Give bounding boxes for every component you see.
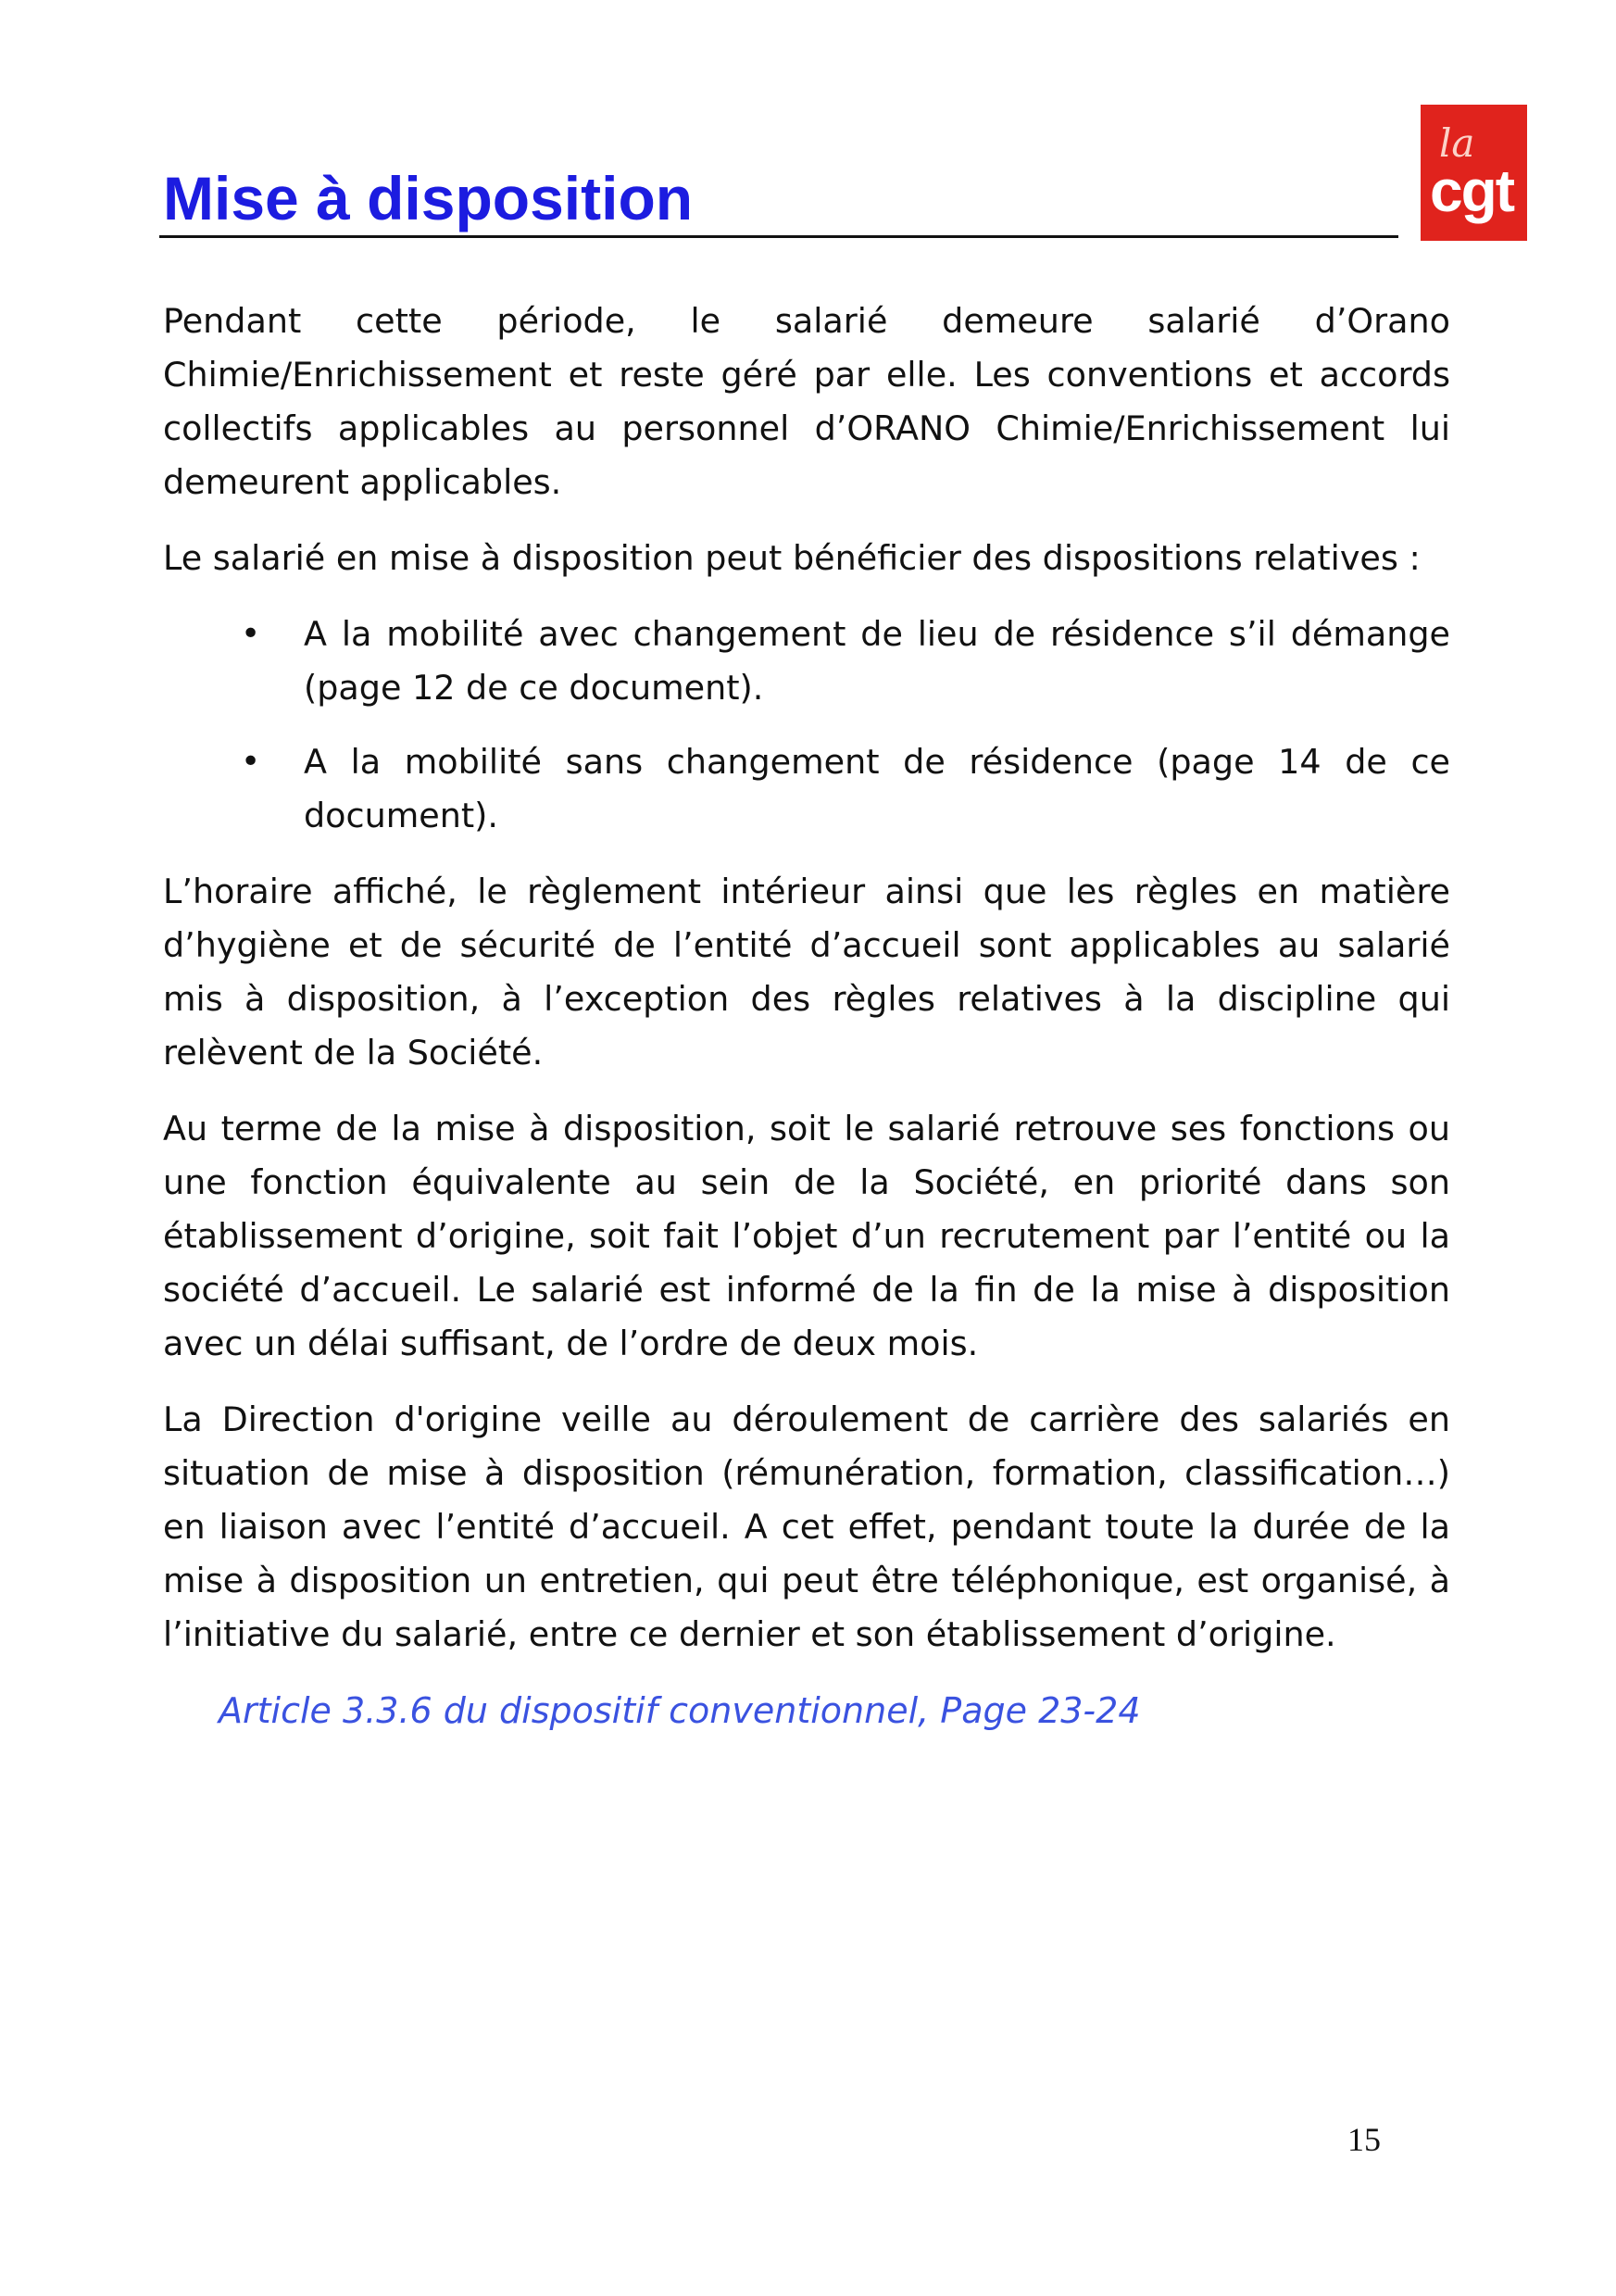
list-item-mobility-without-change: [163, 735, 1450, 843]
paragraph-end-of-assignment: Au terme de la mise à disposition, soit le salarié retrouve ses fonctions ou une fonction équivalente au sein de la Société, en priorité dans son établissement d’origine, soit fait l’objet d’un recrutement par l’entité ou la société d’accueil. Le salarié est informé de la fin de la mise à disposition avec un délai suffisant, de l’ordre de deux mois.: [163, 1109, 1450, 1363]
bullet-icon: •: [241, 743, 261, 781]
bullet-icon: •: [241, 615, 261, 653]
paragraph-career-follow-up: La Direction d'origine veille au déroulement de carrière des salariés en situation de mise à disposition (rémunération, formation, classification…) en liaison avec l’entité d’accueil. A cet effet, pendant toute la durée de la mise à disposition un entretien, qui peut être téléphonique, est organisé, à l’initiative du salarié, entre ce dernier et son établissement d’origine.: [163, 1399, 1450, 1654]
page-title: Mise à disposition: [163, 164, 694, 232]
cgt-logo: [1421, 105, 1527, 241]
document-body: [163, 295, 1450, 1738]
logo-cgt-text: cgt: [1430, 157, 1513, 224]
paragraph-provisions-intro: Le salarié en mise à disposition peut bénéficier des dispositions relatives :: [163, 538, 1421, 578]
list-item-mobility-with-change: [163, 608, 1450, 715]
title-underline-rule: [159, 235, 1398, 238]
list-item-text: A la mobilité sans changement de résidence (page 14 de ce document).: [304, 742, 1450, 835]
paragraph-period-status: Pendant cette période, le salarié demeure salarié d’Orano Chimie/Enrichissement et reste géré par elle. Les conventions et accords collectifs applicables au personnel d’ORANO Chimie/Enrichissement lui demeurent applicables.: [163, 301, 1450, 502]
paragraph-host-rules: L’horaire affiché, le règlement intérieur ainsi que les règles en matière d’hygiène et de sécurité de l’entité d’accueil sont applicables au salarié mis à disposition, à l’exception des règles relatives à la discipline qui relèvent de la Société.: [163, 872, 1450, 1073]
page-number: 15: [1347, 2121, 1381, 2158]
list-item-text: A la mobilité avec changement de lieu de résidence s’il démange (page 12 de ce document).: [304, 614, 1450, 708]
article-reference: Article 3.3.6 du dispositif conventionnel, Page 23-24: [219, 1690, 1141, 1731]
provisions-list: [163, 608, 1450, 843]
logo-la-text: la: [1439, 120, 1475, 166]
